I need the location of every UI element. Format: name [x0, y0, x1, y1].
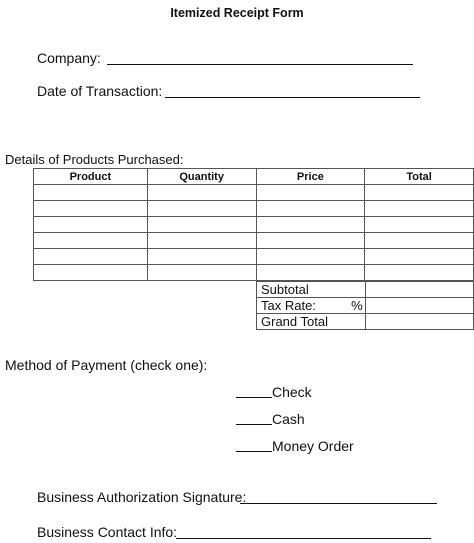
table-row: [34, 249, 474, 265]
table-cell[interactable]: [365, 185, 474, 201]
table-cell[interactable]: [365, 201, 474, 217]
table-row: [34, 233, 474, 249]
table-cell[interactable]: [34, 265, 148, 281]
table-cell[interactable]: [34, 249, 148, 265]
table-cell[interactable]: [256, 233, 365, 249]
payment-option-money-order[interactable]: [236, 438, 354, 454]
table-cell[interactable]: [256, 249, 365, 265]
date-of-transaction-field[interactable]: [165, 97, 420, 98]
table-cell[interactable]: [365, 265, 474, 281]
table-row: [34, 185, 474, 201]
contact-info-label: Business Contact Info:: [37, 524, 178, 540]
payment-option-label: Check: [272, 384, 312, 400]
company-label: Company:: [37, 50, 101, 66]
table-cell[interactable]: [34, 185, 148, 201]
table-cell[interactable]: [256, 201, 365, 217]
summary-table: [256, 281, 474, 330]
cash-blank[interactable]: [236, 412, 272, 425]
signature-label: Business Authorization Signature:: [37, 489, 247, 505]
tax-rate-label: [257, 298, 366, 314]
summary-row-grand-total: [257, 314, 474, 330]
products-table-header-row: [34, 169, 474, 185]
table-cell[interactable]: [147, 249, 256, 265]
table-cell[interactable]: [34, 201, 148, 217]
signature-field[interactable]: [240, 503, 437, 504]
payment-option-cash[interactable]: [236, 411, 305, 427]
form-title: Itemized Receipt Form: [170, 6, 304, 20]
money-order-blank[interactable]: [236, 439, 272, 452]
column-header-total: Total: [365, 169, 474, 185]
percent-sign: %: [351, 298, 363, 313]
grand-total-text: Grand Total: [261, 314, 328, 329]
summary-row-subtotal: [257, 282, 474, 298]
table-cell[interactable]: [365, 249, 474, 265]
products-table: [33, 168, 474, 281]
date-of-transaction-label: Date of Transaction:: [37, 83, 163, 99]
grand-total-value-cell[interactable]: [365, 314, 473, 330]
contact-info-field[interactable]: [176, 538, 431, 539]
table-cell[interactable]: [147, 185, 256, 201]
table-cell[interactable]: [147, 201, 256, 217]
table-cell[interactable]: [365, 217, 474, 233]
table-cell[interactable]: [147, 265, 256, 281]
table-row: [34, 265, 474, 281]
table-cell[interactable]: [147, 233, 256, 249]
table-row: [34, 217, 474, 233]
tax-rate-text: Tax Rate:: [261, 298, 316, 313]
table-cell[interactable]: [34, 217, 148, 233]
table-cell[interactable]: [147, 217, 256, 233]
column-header-product: Product: [34, 169, 148, 185]
table-cell[interactable]: [34, 233, 148, 249]
summary-row-tax-rate: [257, 298, 474, 314]
payment-option-check[interactable]: [236, 384, 312, 400]
grand-total-label: [257, 314, 366, 330]
payment-heading: Method of Payment (check one):: [5, 357, 208, 373]
check-blank[interactable]: [236, 385, 272, 398]
table-cell[interactable]: [256, 217, 365, 233]
table-cell[interactable]: [256, 185, 365, 201]
payment-option-label: Money Order: [272, 438, 354, 454]
column-header-quantity: Quantity: [147, 169, 256, 185]
table-cell[interactable]: [256, 265, 365, 281]
column-header-price: Price: [256, 169, 365, 185]
subtotal-value-cell[interactable]: [365, 282, 473, 298]
subtotal-text: Subtotal: [261, 282, 309, 297]
table-row: [34, 201, 474, 217]
table-cell[interactable]: [365, 233, 474, 249]
subtotal-label: [257, 282, 366, 298]
payment-option-label: Cash: [272, 411, 305, 427]
details-heading: Details of Products Purchased:: [5, 152, 184, 167]
tax-rate-value-cell[interactable]: [365, 298, 473, 314]
company-field[interactable]: [107, 64, 413, 65]
